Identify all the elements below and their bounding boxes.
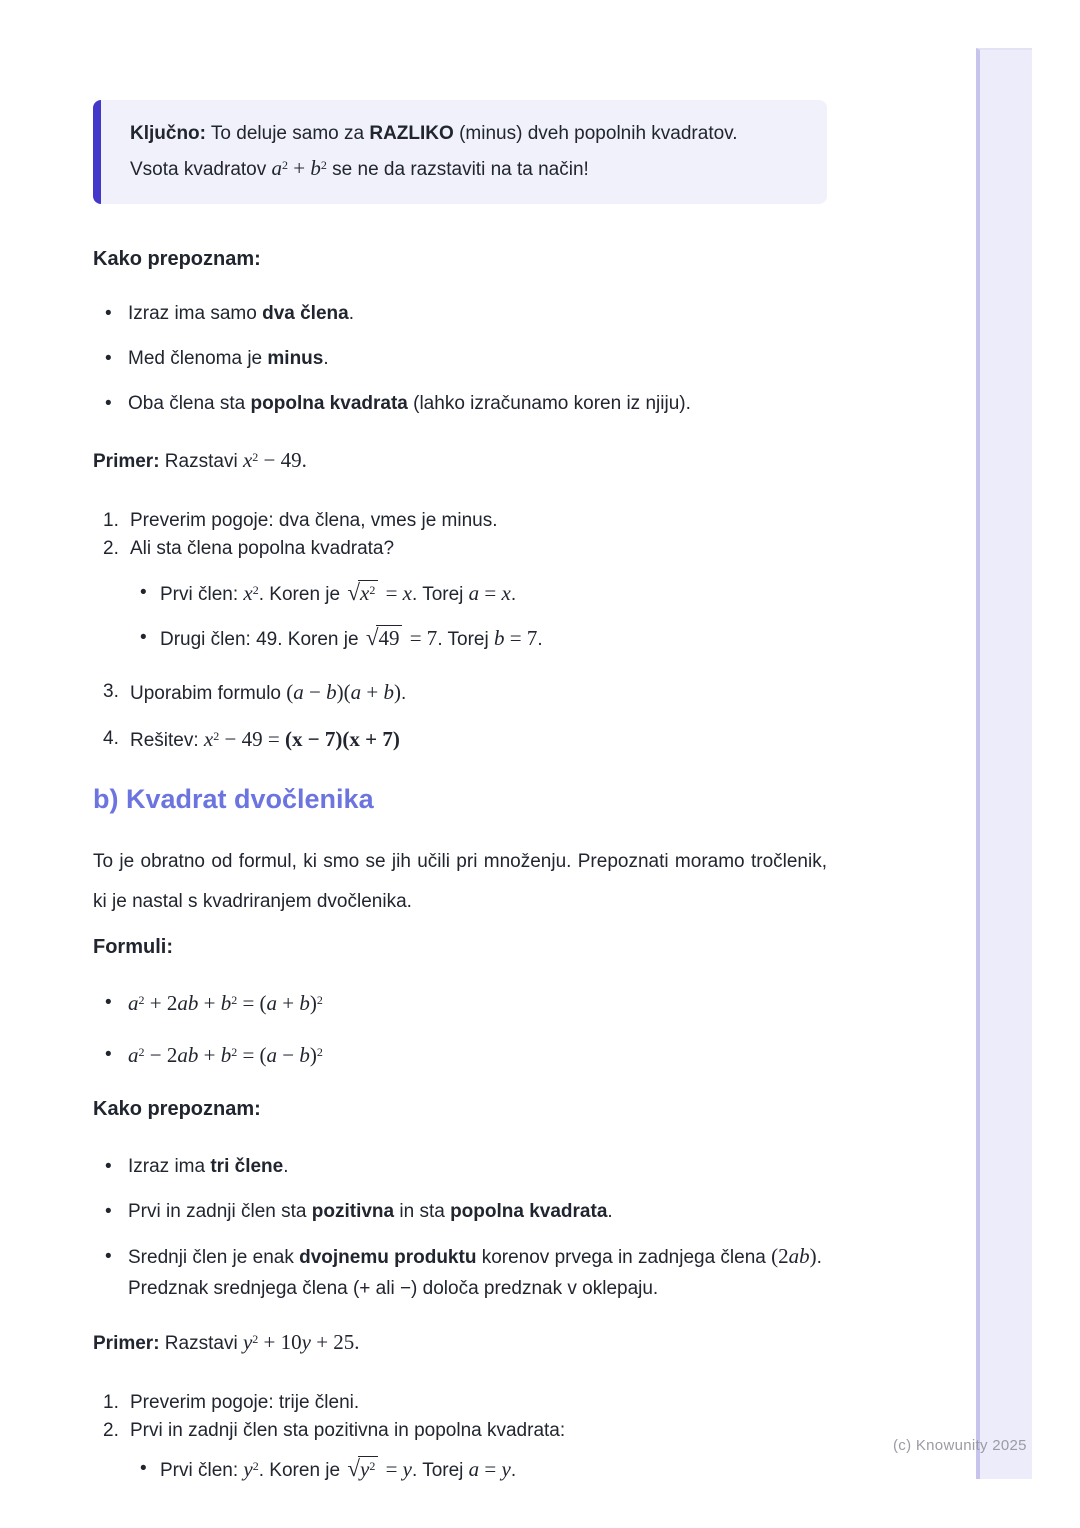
numbered-item — [93, 725, 827, 755]
bullet-text: Izraz ima samo dva člena. — [128, 303, 354, 324]
numbered-text: Ali sta člena popolna kvadrata? — [130, 538, 395, 559]
bullet-icon — [140, 571, 160, 616]
subsection-heading-b: b) Kvadrat dvočlenika — [93, 784, 374, 814]
bullet-list-2 — [93, 1151, 827, 1304]
bullet-item — [93, 1151, 827, 1182]
numbered-item — [93, 1389, 827, 1417]
example-line-1: Primer: Razstavi $x^2 - 49$. — [93, 448, 307, 472]
list-number: 2. — [103, 1420, 119, 1441]
bullet-item — [93, 1241, 827, 1304]
formula-text: $a^2 - 2ab + b^2 = (a - b)^2$ — [128, 1043, 323, 1067]
formuli-heading: Formuli: — [93, 936, 173, 958]
example-line-2: Primer: Razstavi $y^2 + 10y + 25$. — [93, 1330, 360, 1354]
bullet-item — [93, 390, 827, 418]
numbered-text: Preverim pogoje: dva člena, vmes je minus. — [130, 510, 498, 531]
numbered-item — [93, 678, 827, 708]
bullet-icon — [93, 390, 128, 418]
bullet-text: Med členoma je minus. — [128, 348, 329, 369]
bullet-icon — [93, 300, 128, 328]
bullet-icon — [93, 1151, 128, 1182]
bullet-item — [93, 1196, 827, 1227]
section-heading-kako-2: Kako prepoznam: — [93, 1098, 261, 1120]
sub-bullet-list — [140, 571, 827, 661]
bullet-icon — [93, 1196, 128, 1227]
bullet-item — [93, 345, 827, 373]
list-number: 2. — [103, 538, 119, 559]
formula-item — [93, 987, 827, 1021]
list-number: 4. — [103, 728, 119, 749]
bullet-icon — [93, 1039, 128, 1073]
list-number: 3. — [103, 681, 119, 702]
numbered-text: Uporabim formulo (a − b)(a + b). — [130, 680, 407, 704]
numbered-list-2 — [93, 1389, 827, 1491]
bullet-icon — [93, 1241, 128, 1304]
sub-bullet-item — [140, 1449, 827, 1491]
numbered-text: Preverim pogoje: trije členi. — [130, 1392, 360, 1413]
bullet-item — [93, 300, 827, 328]
numbered-item — [93, 535, 827, 563]
bullet-list-1 — [93, 300, 827, 418]
bullet-icon — [140, 1449, 160, 1491]
formula-text: $a^2 + 2ab + b^2 = (a + b)^2$ — [128, 991, 323, 1015]
callout-line: Ključno: To deluje samo za RAZLIKO (minus) dveh popolnih kvadratov. — [130, 123, 738, 144]
numbered-item-group — [93, 535, 827, 661]
section-heading-kako-1: Kako prepoznam: — [93, 248, 261, 270]
bullet-text: Oba člena sta popolna kvadrata (lahko izračunamo koren iz njiju). — [128, 393, 691, 414]
key-callout — [93, 100, 827, 204]
numbered-text: Rešitev: $x^2 - 49 = (x - 7)(x + 7)$ — [130, 727, 400, 751]
formula-list — [93, 987, 827, 1073]
bullet-text: Izraz ima tri člene. — [128, 1156, 289, 1177]
bullet-icon — [93, 987, 128, 1021]
copyright-notice: (c) Knowunity 2025 — [893, 1437, 1027, 1454]
bullet-text: Srednji člen je enak dvojnemu produktu korenov prvega in zadnjega člena (2ab). Predznak srednjega člena (+ ali −) določa predznak v oklepaju. — [128, 1244, 822, 1299]
bullet-icon — [93, 345, 128, 373]
sub-bullet-item — [140, 571, 827, 616]
list-number: 1. — [103, 1392, 119, 1413]
numbered-item-group — [93, 1417, 827, 1491]
document-content — [93, 100, 827, 1491]
numbered-text: Prvi in zadnji člen sta pozitivna in popolna kvadrata: — [130, 1420, 566, 1441]
list-number: 1. — [103, 510, 119, 531]
sub-bullet-text: Prvi člen: $x^2$. Koren je $√x^2 = x$. Torej a = x. — [160, 580, 517, 605]
sub-bullet-text: Drugi člen: 49. Koren je √49 = 7. Torej b = 7. — [160, 625, 543, 650]
numbered-item — [93, 1417, 827, 1445]
sub-bullet-item — [140, 616, 827, 661]
bullet-text: Prvi in zadnji člen sta pozitivna in sta popolna kvadrata. — [128, 1201, 613, 1222]
callout-line: Vsota kvadratov $a^2 + b^2$ se ne da razstaviti na ta način! — [130, 156, 589, 180]
sub-bullet-list — [140, 1449, 827, 1491]
intro-paragraph: To je obratno od formul, ki smo se jih učili pri množenju. Prepoznati moramo tročlenik, ki je nastal s kvadriranjem dvočlenika. — [93, 851, 827, 912]
sub-bullet-text: Prvi člen: $y^2$. Koren je $√y^2 = y$. Torej a = y. — [160, 1456, 517, 1481]
page-edge-strip — [976, 48, 1032, 1479]
numbered-list-1 — [93, 507, 827, 755]
formula-item — [93, 1039, 827, 1073]
bullet-icon — [140, 616, 160, 661]
numbered-item — [93, 507, 827, 535]
